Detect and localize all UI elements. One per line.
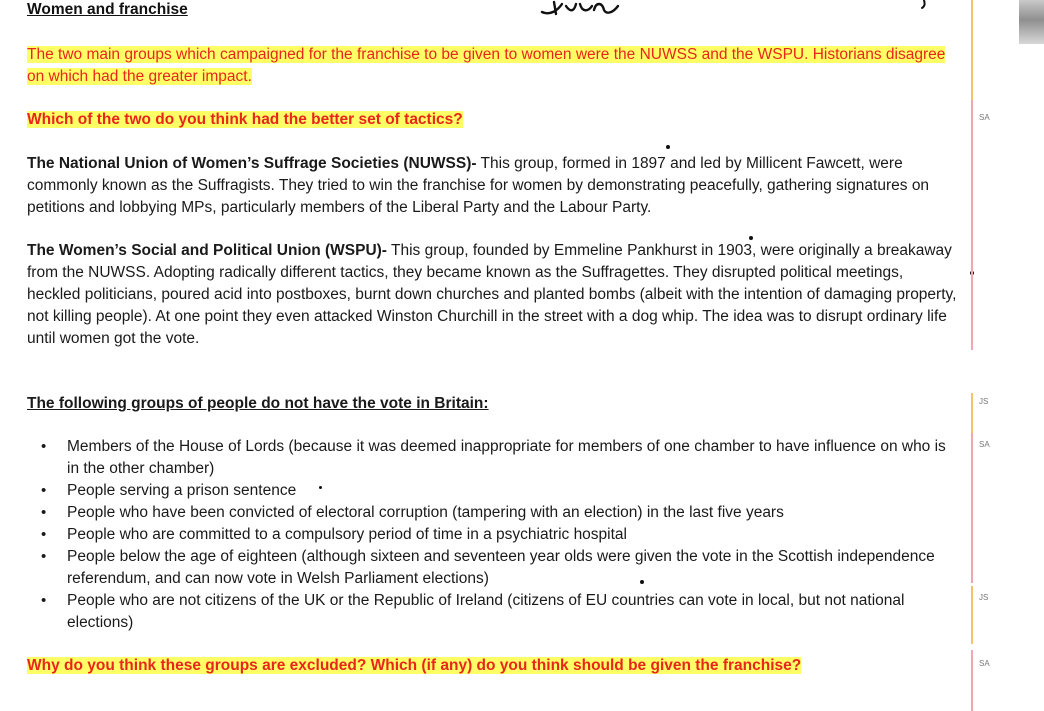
list-item: • People who have been convicted of electoral corruption (tampering with an election) in the last five years [27,502,957,524]
wspu-body: This group, founded by Emmeline Pankhurst in 1903, were originally a breakaway from the NUWSS. Adopting radically different tactics, they became known as the Suffragettes. They disrupted political meetings, heckled politicians, poured acid into postboxes, burnt down churches and planted bombs (albeit with the intention of damaging property, not killing people). At one point they even attacked Winston Churchill in the street with a dog whip. The idea was to disrupt ordinary life until women got the vote. [27,242,957,347]
question-excluded [27,655,957,677]
pen-dot [666,145,670,149]
comment-author-tag[interactable]: SA [979,113,990,122]
page-thumbnail[interactable] [1019,0,1044,44]
comment-margin-line [971,433,973,583]
pen-dot [319,486,322,489]
question-tactics [27,109,957,131]
comment-margin-line [971,393,973,433]
list-item: • People who are committed to a compulsory period of time in a psychiatric hospital [27,524,957,546]
list-item: • Members of the House of Lords (because it was deemed inappropriate for members of one chamber to have influence on who is in the other chamber) [27,436,957,480]
pen-dot [640,580,644,584]
comment-margin-line [971,586,973,644]
comment-author-tag[interactable]: SA [979,659,990,668]
handwriting-scribble [536,0,626,20]
comment-margin-line [971,650,973,711]
excluded-groups-list [27,436,957,634]
list-heading: The following groups of people do not have the vote in Britain: [27,395,489,412]
question-excluded-text: Why do you think these groups are excluded? Which (if any) do you think should be given the franchise? [27,657,802,674]
wspu-title: The Women’s Social and Political Union (WSPU)- [27,242,387,259]
nuwss-body: This group, formed in 1897 and led by Millicent Fawcett, were commonly known as the Suffragists. They tried to win the franchise for women by demonstrating peacefully, gathering signatures on petitions and lobbying MPs, particularly members of the Liberal Party and the Labour Party. [27,155,930,216]
pen-dot [749,236,753,240]
comment-author-tag[interactable]: SA [979,440,990,449]
question-tactics-text: Which of the two do you think had the better set of tactics? [27,111,463,128]
comment-author-tag[interactable]: JS [979,397,989,406]
intro-paragraph [27,44,957,88]
list-item: • People below the age of eighteen (although sixteen and seventeen year olds were given the vote in the Scottish independence referendum, and can now vote in Welsh Parliament elections) [27,546,957,590]
list-item: • People who are not citizens of the UK or the Republic of Ireland (citizens of EU countries can vote in local, but not national elections) [27,590,957,634]
handwriting-mark [918,0,930,10]
wspu-paragraph [27,240,957,350]
intro-text: The two main groups which campaigned for the franchise to be given to women were the NUWSS and the WSPU. Historians disagree on which had the greater impact. [27,46,946,85]
comment-author-tag[interactable]: JS [979,593,989,602]
nuwss-title: The National Union of Women’s Suffrage Societies (NUWSS)- [27,155,477,172]
list-item: • People serving a prison sentence [27,480,957,502]
nuwss-paragraph [27,153,957,219]
comment-margin-line [971,0,973,100]
comment-margin-line [971,100,973,350]
page-heading: Women and franchise [27,1,188,18]
